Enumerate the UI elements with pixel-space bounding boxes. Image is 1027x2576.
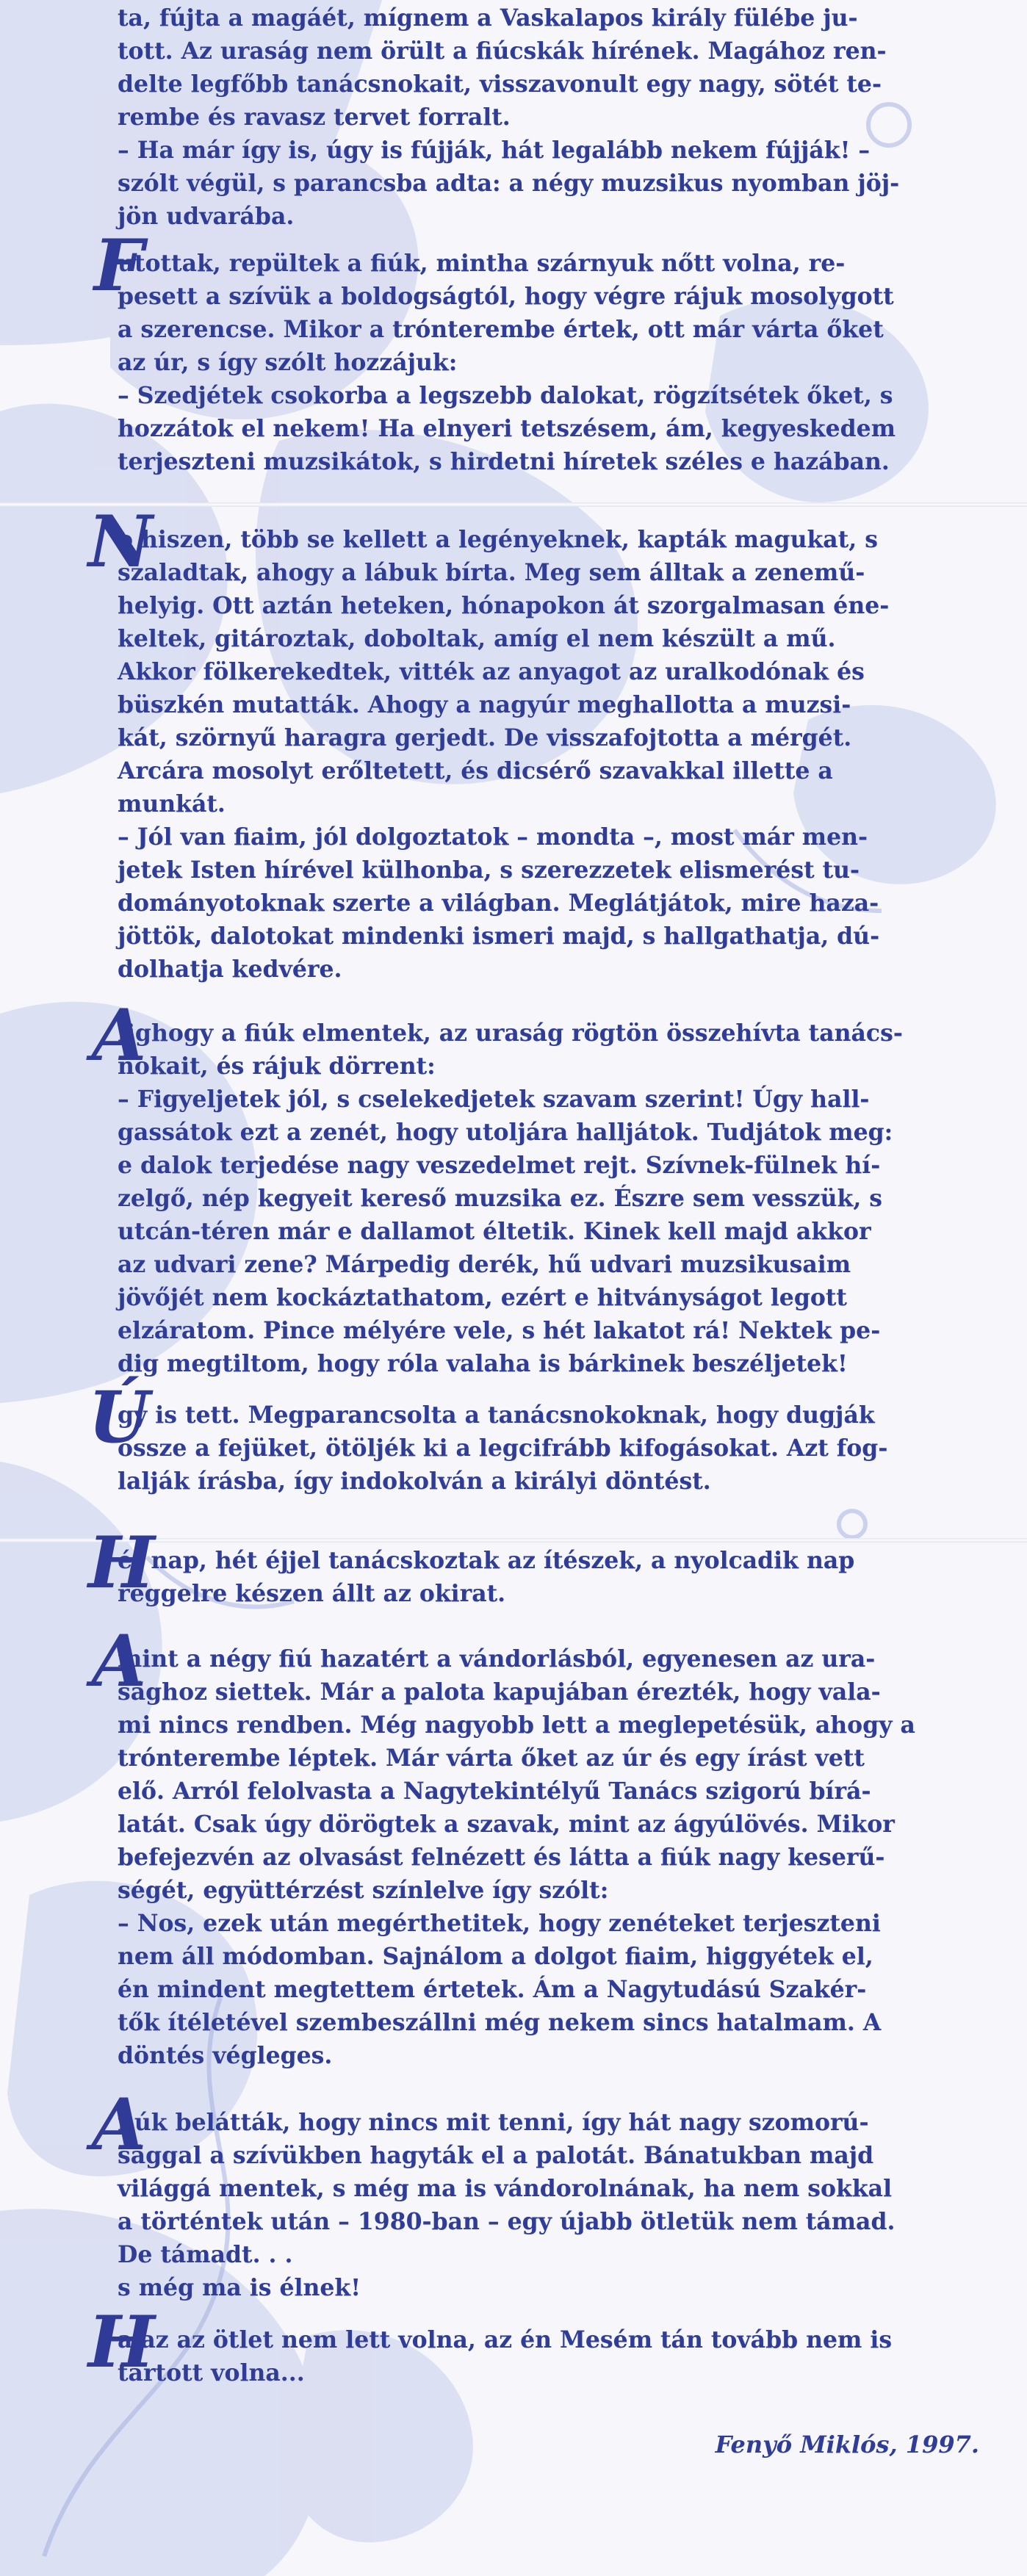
text-line: gy is tett. Megparancsolta a tanácsnokoknak, hogy dugják <box>118 1401 875 1429</box>
text-line: jön udvarába. <box>118 203 295 230</box>
story-paragraph <box>88 1521 979 1610</box>
text-line: kát, szörnyű haragra gerjedt. De visszafojtotta a mérgét. <box>118 724 852 751</box>
text-line: utcán-téren már e dallamot éltetik. Kinek kell majd akkor <box>118 1218 871 1245</box>
text-line: – Figyeljetek jól, s cselekedjetek szavam szerint! Úgy hall- <box>118 1086 870 1113</box>
text-line: elő. Arról felolvasta a Nagytekintélyű Tanács szigorú bírá- <box>118 1778 871 1805</box>
text-line: mint a négy fiú hazatért a vándorlásból, egyenesen az ura- <box>118 1645 876 1673</box>
text-line: De támadt. . . <box>118 2241 293 2268</box>
text-line: tők ítéletével szembeszállni még nekem sincs hatalmam. A <box>118 2009 882 2036</box>
text-line: a az az ötlet nem lett volna, az én Mesém tán tovább nem is <box>118 2326 893 2353</box>
text-line: hozzátok el nekem! Ha elnyeri tetszésem, ám, kegyeskedem <box>118 415 896 442</box>
text-line: helyig. Ott aztán heteken, hónapokon át szorgalmasan éne- <box>118 592 890 619</box>
text-line: az udvari zene? Márpedig derék, hű udvari muzsikusaim <box>118 1251 851 1278</box>
drop-cap: H <box>88 2301 155 2384</box>
text-line: össze a fejüket, ötöljék ki a legcifrább kifogásokat. Azt fog- <box>118 1435 888 1462</box>
drop-cap: A <box>91 2083 147 2166</box>
text-line: zelgő, nép kegyeit kereső muzsika ez. Észre sem vesszük, s <box>118 1185 883 1212</box>
paragraph-text <box>118 2106 979 2304</box>
text-line: szólt végül, s parancsba adta: a négy muzsikus nyomban jöj- <box>118 170 900 197</box>
paragraph-text <box>118 1017 979 1380</box>
drop-cap: Ú <box>88 1376 150 1459</box>
paragraph-text <box>118 2323 979 2389</box>
story-paragraph <box>88 500 979 986</box>
text-line: utottak, repültek a fiúk, mintha szárnyuk nőtt volna, re- <box>118 250 846 277</box>
story-paragraph <box>88 1376 979 1498</box>
text-line: világgá mentek, s még ma is vándorolnának, ha nem sokkal <box>118 2175 893 2202</box>
text-line: jöttök, dalotokat mindenki ismeri majd, s hallgathatja, dú- <box>118 923 880 950</box>
text-line: elzáratom. Pince mélyére vele, s hét lakatot rá! Nektek pe- <box>118 1317 881 1344</box>
text-line: rembe és ravasz tervet forralt. <box>118 104 511 131</box>
drop-cap: A <box>91 1620 147 1703</box>
story-paragraph <box>93 224 979 478</box>
text-line: dományotoknak szerte a világban. Meglátjátok, mire haza- <box>118 890 879 917</box>
drop-cap: F <box>93 224 145 307</box>
text-line: Akkor fölkerekedtek, vitték az anyagot az uralkodónak és <box>118 658 865 685</box>
text-line: mi nincs rendben. Még nagyobb lett a meglepetésük, ahogy a <box>118 1711 915 1739</box>
text-line: a szerencse. Mikor a trónterembe értek, ott már várta őket <box>118 316 884 343</box>
text-line: latát. Csak úgy dörögtek a szavak, mint az ágyúlövés. Mikor <box>118 1811 895 1838</box>
author-signature: Fenyő Miklós, 1997. <box>715 2431 979 2458</box>
text-line: – Ha már így is, úgy is fújják, hát legalább nekem fújják! – <box>118 137 871 164</box>
text-line: ségét, együttérzést színlelve így szólt: <box>118 1877 609 1904</box>
text-line: sághoz siettek. Már a palota kapujában érezték, hogy vala- <box>118 1678 881 1706</box>
paragraph-text <box>118 1544 979 1610</box>
text-line: ét nap, hét éjjel tanácskoztak az ítészek, a nyolcadik nap <box>118 1547 855 1574</box>
text-line: keltek, gitároztak, doboltak, amíg el nem készült a mű. <box>118 625 836 652</box>
text-line: gassátok ezt a zenét, hogy utoljára halljátok. Tudjátok meg: <box>118 1119 893 1146</box>
text-line: e dalok terjedése nagy veszedelmet rejt. Szívnek-fülnek hí- <box>118 1152 881 1179</box>
story-paragraph <box>118 1 979 233</box>
text-line: – Nos, ezek után megérthetitek, hogy zenéteket terjeszteni <box>118 1910 881 1937</box>
text-line: a történtek után – 1980-ban – egy újabb ötletük nem támad. <box>118 2208 896 2235</box>
text-line: pesett a szívük a boldogságtól, hogy végre rájuk mosolygott <box>118 283 894 310</box>
story-paragraph <box>91 2083 979 2304</box>
paragraph-text <box>118 523 979 986</box>
text-line: ta, fújta a magáét, mígnem a Vaskalapos király fülébe ju- <box>118 4 858 32</box>
story-paragraph <box>91 994 979 1380</box>
text-line: – Jól van fiaim, jól dolgoztatok – mondta –, most már men- <box>118 823 868 851</box>
story-paragraph <box>91 1620 979 2072</box>
paragraph-text <box>118 1642 979 2072</box>
text-line: – Szedjétek csokorba a legszebb dalokat, rögzítsétek őket, s <box>118 382 893 409</box>
drop-cap: N <box>88 500 153 583</box>
text-line: sággal a szívükben hagyták el a palotát. Bánatukban majd <box>118 2142 874 2169</box>
text-line: Arcára mosolyt erőltetett, és dicsérő szavakkal illette a <box>118 757 833 784</box>
text-line: trónterembe léptek. Már várta őket az úr és egy írást vett <box>118 1745 865 1772</box>
drop-cap: A <box>91 994 147 1077</box>
paragraph-text <box>118 247 979 478</box>
drop-cap: H <box>88 1521 155 1604</box>
text-line: lalják írásba, így indokolván a királyi döntést. <box>118 1468 711 1495</box>
text-line: dolhatja kedvére. <box>118 956 342 983</box>
text-line: dig megtiltom, hogy róla valaha is bárkinek beszéljetek! <box>118 1350 848 1377</box>
story-paragraph <box>88 2301 979 2389</box>
text-line: munkát. <box>118 790 226 818</box>
text-line: fiúk belátták, hogy nincs mit tenni, így hát nagy szomorú- <box>118 2109 869 2136</box>
text-line: s még ma is élnek! <box>118 2274 361 2301</box>
paragraph-text <box>118 1 979 233</box>
text-line: az úr, s így szólt hozzájuk: <box>118 349 458 376</box>
text-line: lighogy a fiúk elmentek, az uraság rögtön összehívta tanács- <box>118 1020 903 1047</box>
text-line: jetek Isten hírével külhonba, s szerezzetek elismerést tu- <box>118 856 860 884</box>
text-line: terjeszteni muzsikátok, s hirdetni híretek széles e hazában. <box>118 448 890 475</box>
text-line: nem áll módomban. Sajnálom a dolgot fiaim, higgyétek el, <box>118 1943 873 1970</box>
text-line: tartott volna... <box>118 2359 305 2386</box>
text-line: reggelre készen állt az okirat. <box>118 1580 506 1607</box>
text-line: döntés végleges. <box>118 2042 333 2069</box>
text-line: o hiszen, több se kellett a legényeknek, kapták magukat, s <box>118 526 878 553</box>
text-line: jövőjét nem kockáztathatom, ezért e hitványságot legott <box>118 1284 847 1311</box>
text-line: büszkén mutatták. Ahogy a nagyúr meghallotta a muzsi- <box>118 691 851 718</box>
text-line: nokait, és rájuk dörrent: <box>118 1053 436 1080</box>
text-line: én mindent megtettem értetek. Ám a Nagytudású Szakér- <box>118 1976 867 2003</box>
text-line: befejezvén az olvasást felnézett és látta a fiúk nagy keserű- <box>118 1844 885 1871</box>
text-line: delte legfőbb tanácsnokait, visszavonult egy nagy, sötét te- <box>118 71 882 98</box>
text-line: tott. Az uraság nem örült a fiúcskák hírének. Magához ren- <box>118 37 887 65</box>
paragraph-text <box>118 1399 979 1498</box>
text-line: szaladtak, ahogy a lábuk bírta. Meg sem álltak a zenemű- <box>118 559 865 586</box>
